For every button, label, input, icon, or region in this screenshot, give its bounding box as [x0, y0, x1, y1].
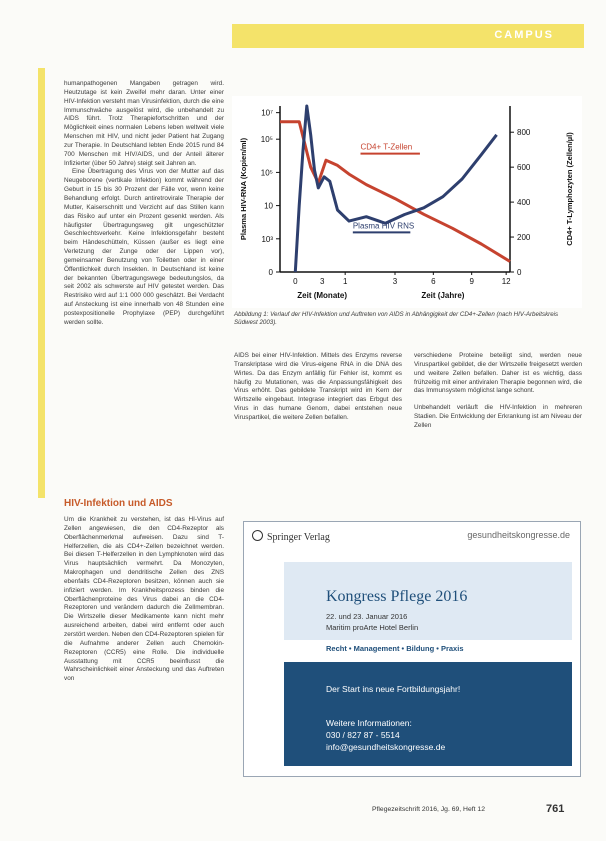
y-left-tick-label: 10⁷ — [261, 108, 273, 118]
ad-top-bar — [244, 522, 580, 552]
x-tick-label: 9 — [469, 277, 474, 286]
ad-topics: Recht • Management • Bildung • Praxis — [326, 644, 464, 653]
x-tick-label: 12 — [501, 277, 511, 286]
x-tick-label: 3 — [392, 277, 398, 286]
x-label-years: Zeit (Jahre) — [421, 291, 465, 300]
page-number: 761 — [546, 803, 565, 815]
y-right-tick-label: 200 — [517, 233, 531, 243]
y-left-tick-label: 0 — [268, 268, 273, 277]
hiv-series-label: Plasma HIV RNS — [352, 221, 415, 231]
y-left-label: Plasma HIV-RNA (Kopien/ml) — [239, 137, 248, 241]
y-left-tick-label: 10⁵ — [260, 135, 273, 145]
hiv-chart — [232, 96, 582, 308]
ad-phone[interactable]: 030 / 827 87 - 5514 — [326, 730, 400, 740]
paragraph-2: Eine Übertragung des Virus von der Mutter auf das Neugeborene (vertikale Infektion) kommt während der Geburt in 15 bis 30 Prozent der Fälle vor, wenn keine Behandlung erfolgt. Durch antiretrovirale Therapie der Mutter, Kaiserschnitt und Verzicht auf das Stillen kann das Risiko auf unter ein Prozent gesenkt werden. Als häufigster Übertragungsweg gilt ungeschützter Geschlechtsverkehr. Keine Infektionsgefahr besteht beim Händeschütteln, Küssen (außer es liegt eine Verletzung der Zunge oder der Lippen vor), gemeinsamer Benutzung von Toiletten oder in einer Öffentlichkeit durch Insekten. In Deutschland ist keine der bekannten Übertragungswege bedeutungslos, da seit 2002 als schwerste auf HIV getestet werden. Das Restrisiko wird auf 1:1 000 000 geschätzt. Bei Verdacht auf Ansteckung ist eine innerhalb von 48 Stunden eine postexpositionelle Prophylaxe (PEP) durchgeführt werden sollte. — [64, 168, 224, 326]
horse-icon — [252, 530, 263, 541]
y-right-tick-label: 400 — [517, 198, 531, 208]
paragraph-3: Um die Krankheit zu verstehen, ist das HI-Virus auf Zellen angewiesen, die den CD4-Rezeptor als Oberflächenmerkmal aufweisen. Dazu sind T-Helferzellen, die als CD4+-Zellen bezeichnet werden. Bei diesen T-Helferzellen in den Lymphknoten wird das Virus hauptsächlich vermehrt. Da Monozyten, Makrophagen und dendritische Zellen des ZNS ebenfalls CD4-Rezeptoren besitzen, können auch sie infiziert werden. Im Krankheitsprozess binden die Oberflächenproteine des Virus dabei an die CD4-Rezeptoren und verändern dadurch die Zellmembran. Die Wirtszelle dieser Medikamente kann nicht mehr ausreichend arbeiten, dabei wird entfernt oder auch zerstört werden. Neben den CD4-Rezeptoren spielen für die Aufnahme anderer Zellen auch Chemokin-Rezeptoren (CCR5) eine Rolle. Die individuelle Ausstattung mit CCR5 beeinflusst die Wahrscheinlichkeit einer Ansteckung und das Auftreten von — [64, 516, 224, 683]
ad-url-top[interactable]: gesundheitskongresse.de — [467, 530, 570, 540]
section-label: CAMPUS — [494, 29, 554, 41]
y-left-tick-label: 10⁵ — [260, 168, 273, 178]
publisher-name: Springer Verlag — [267, 532, 330, 543]
y-right-label: CD4+ T-Lymphozyten (Zellen/µl) — [565, 132, 574, 246]
ad-slogan: Der Start ins neue Fortbildungsjahr! — [326, 684, 461, 694]
paragraph-6: Unbehandelt verläuft die HIV-Infektion in mehreren Stadien. Die Entwicklung der Erkrankung ist am Niveau der Zellen — [414, 404, 582, 429]
x-tick-label: 0 — [293, 277, 298, 286]
ad-info-heading: Weitere Informationen: — [326, 718, 412, 728]
footer-journal: Pflegezeitschrift 2016, Jg. 69, Heft 12 — [372, 806, 485, 813]
x-tick-label: 1 — [342, 277, 348, 286]
y-left-tick-label: 10³ — [261, 234, 273, 244]
ad-email[interactable]: info@gesundheitskongresse.de — [326, 742, 446, 752]
paragraph-1: humanpathogenen Mangaben getragen wird. Heutzutage ist kein Zweifel mehr daran. Unter einer HIV-Infektion versteht man Virusinfektion, durch die eine Immunschwäche ausgelöst wird, die unbehandelt zu AIDS führt. Trotz Therapiefortschritten und der Möglichkeit eines normalen Lebens leben weltweit viele Menschen mit HIV, und nicht jeder Patient hat Zugang zur Therapie. In Deutschland lebten Ende 2015 rund 84 700 Menschen mit HIV/AIDS, und der Anteil älterer Infizierter (über 50 Jahre) steigt seit Jahren an. — [64, 80, 224, 167]
left-column-continued — [64, 516, 224, 684]
left-column — [64, 80, 224, 328]
right-column — [414, 352, 582, 431]
y-right-tick-label: 800 — [517, 128, 531, 138]
x-tick-label: 3 — [319, 277, 325, 286]
paragraph-5: verschiedene Proteine beteiligt sind, werden neue Viruspartikel gebildet, die der Wirtszelle freigesetzt werden und weitere Zellen befallen. Daher ist es wichtig, dass frühzeitig mit einer antiviralen Therapie begonnen wird, die das Immunsystem möglichst lange schont. — [414, 352, 582, 395]
section-heading: HIV-Infektion und AIDS — [64, 498, 173, 509]
ad-date: 22. und 23. Januar 2016 — [326, 612, 408, 621]
y-right-tick-label: 600 — [517, 163, 531, 173]
y-left-tick-label: 10 — [264, 201, 273, 211]
figure-caption: Abbildung 1: Verlauf der HIV-Infektion und Auftreten von AIDS in Abhängigkeit der CD4+-Zellen (nach HIV-Arbeitskreis Südwest 2003). — [234, 311, 559, 327]
hiv-figure — [232, 96, 582, 308]
margin-color-strip — [38, 68, 45, 498]
paragraph-4: AIDS bei einer HIV-Infektion. Mittels des Enzyms reverse Transkriptase wird die Virus-eigene RNA in die DNA des Wirtes. Da das Enzym anfällig für Fehler ist, kommt es häufig zu Mutationen, was die Anpassungsfähigkeit des Virus erhöht. Das gebildete Transkript wird im Kern der Wirtszelle eingebaut. Integrase integriert das Erbgut des Virus in das humane Genom, dabei entstehen neue Viruspartikel, die weitere Zellen befallen. — [234, 352, 402, 421]
advertisement[interactable] — [243, 521, 581, 777]
ad-venue: Maritim proArte Hotel Berlin — [326, 623, 419, 632]
middle-column — [234, 352, 402, 423]
x-label-months: Zeit (Monate) — [297, 291, 348, 300]
cd4-series-label: CD4+ T-Zellen — [360, 142, 413, 152]
publisher-logo — [252, 530, 330, 543]
y-right-tick-label: 0 — [517, 268, 522, 277]
section-header-band — [232, 24, 584, 48]
ad-title: Kongress Pflege 2016 — [326, 588, 468, 605]
x-tick-label: 6 — [431, 277, 436, 286]
